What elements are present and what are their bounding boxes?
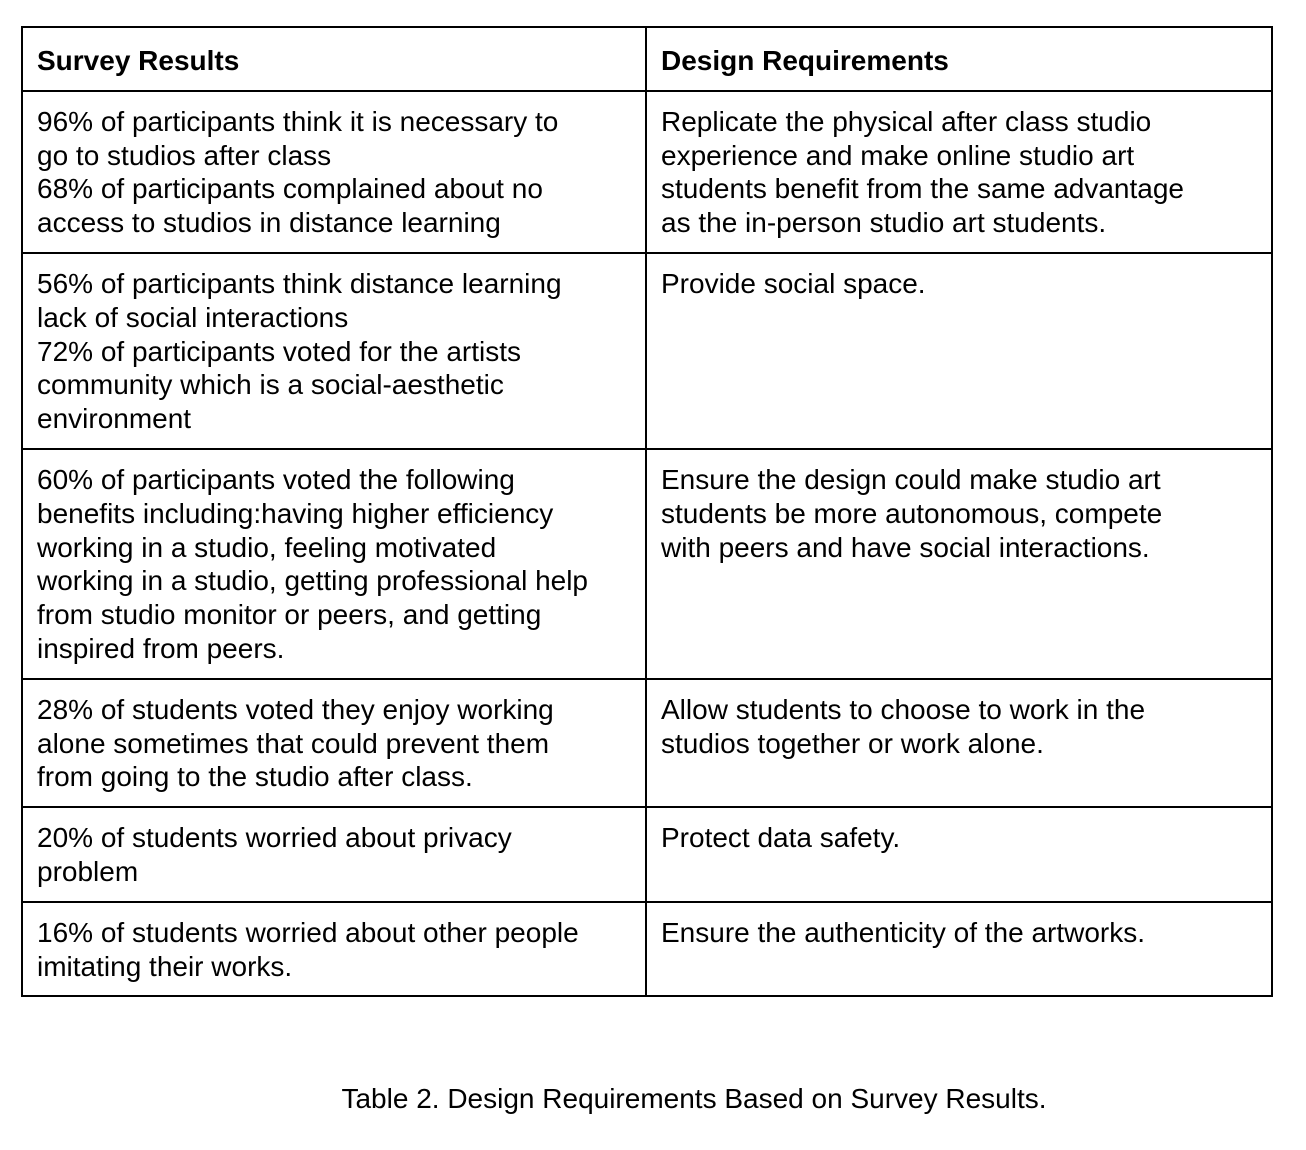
survey-result-line: 68% of participants complained about no (37, 173, 543, 205)
design-requirement-line: students be more autonomous, compete (661, 497, 1163, 529)
survey-result-line: 20% of students worried about privacy (37, 822, 512, 854)
table-row (22, 91, 1272, 253)
design-requirement-line: experience and make online studio art (661, 139, 1135, 171)
survey-result-line: go to studios after class (37, 139, 332, 171)
survey-result-line: 28% of students voted they enjoy working (37, 693, 554, 725)
survey-result-cell (22, 679, 646, 807)
design-requirement-line: Ensure the design could make studio art (661, 463, 1161, 495)
design-requirement-line: Protect data safety. (661, 822, 901, 854)
design-requirement-cell (646, 807, 1272, 902)
design-requirement-line: Provide social space. (661, 267, 926, 299)
survey-result-line: 16% of students worried about other people (37, 916, 579, 948)
table-caption: Table 2. Design Requirements Based on Survey Results. (341, 1083, 1047, 1114)
design-requirement-line: Allow students to choose to work in the (661, 693, 1146, 725)
survey-result-line: community which is a social-aesthetic (37, 369, 504, 401)
header-survey-results: Survey Results (22, 27, 646, 91)
design-requirements-table (21, 26, 1273, 997)
table-header-row (22, 27, 1272, 91)
design-requirement-cell (646, 902, 1272, 997)
table-row (22, 449, 1272, 679)
survey-result-line: alone sometimes that could prevent them (37, 727, 550, 759)
survey-result-cell (22, 253, 646, 449)
table-row (22, 807, 1272, 902)
table-row (22, 902, 1272, 997)
design-requirement-cell (646, 679, 1272, 807)
survey-result-cell (22, 91, 646, 253)
survey-result-cell (22, 449, 646, 679)
table-row (22, 253, 1272, 449)
survey-result-line: 56% of participants think distance learning (37, 267, 562, 299)
design-requirement-line: studios together or work alone. (661, 727, 1044, 759)
design-requirement-cell (646, 449, 1272, 679)
survey-result-cell (22, 807, 646, 902)
design-requirement-line: Replicate the physical after class studio (661, 105, 1152, 137)
survey-result-cell (22, 902, 646, 997)
survey-result-line: access to studios in distance learning (37, 207, 501, 239)
survey-result-line: inspired from peers. (37, 632, 285, 664)
survey-result-line: working in a studio, feeling motivated (37, 531, 497, 563)
survey-result-line: benefits including:having higher efficiency (37, 497, 554, 529)
survey-result-line: problem (37, 855, 139, 887)
survey-result-line: from studio monitor or peers, and getting (37, 599, 542, 631)
design-requirement-line: students benefit from the same advantage (661, 173, 1184, 205)
survey-result-line: environment (37, 403, 192, 435)
survey-result-line: imitating their works. (37, 950, 293, 982)
design-requirement-line: with peers and have social interactions. (661, 531, 1150, 563)
survey-result-line: 72% of participants voted for the artists (37, 335, 522, 367)
survey-result-line: from going to the studio after class. (37, 761, 473, 793)
design-requirement-cell (646, 253, 1272, 449)
survey-result-line: lack of social interactions (37, 301, 349, 333)
design-requirement-cell (646, 91, 1272, 253)
survey-result-line: 60% of participants voted the following (37, 463, 515, 495)
survey-result-line: working in a studio, getting professional help (37, 565, 589, 597)
header-design-requirements: Design Requirements (646, 27, 1272, 91)
table-body (22, 91, 1272, 997)
design-requirement-line: Ensure the authenticity of the artworks. (661, 916, 1146, 948)
table-row (22, 679, 1272, 807)
design-requirement-line: as the in-person studio art students. (661, 207, 1107, 239)
survey-result-line: 96% of participants think it is necessary to (37, 105, 559, 137)
